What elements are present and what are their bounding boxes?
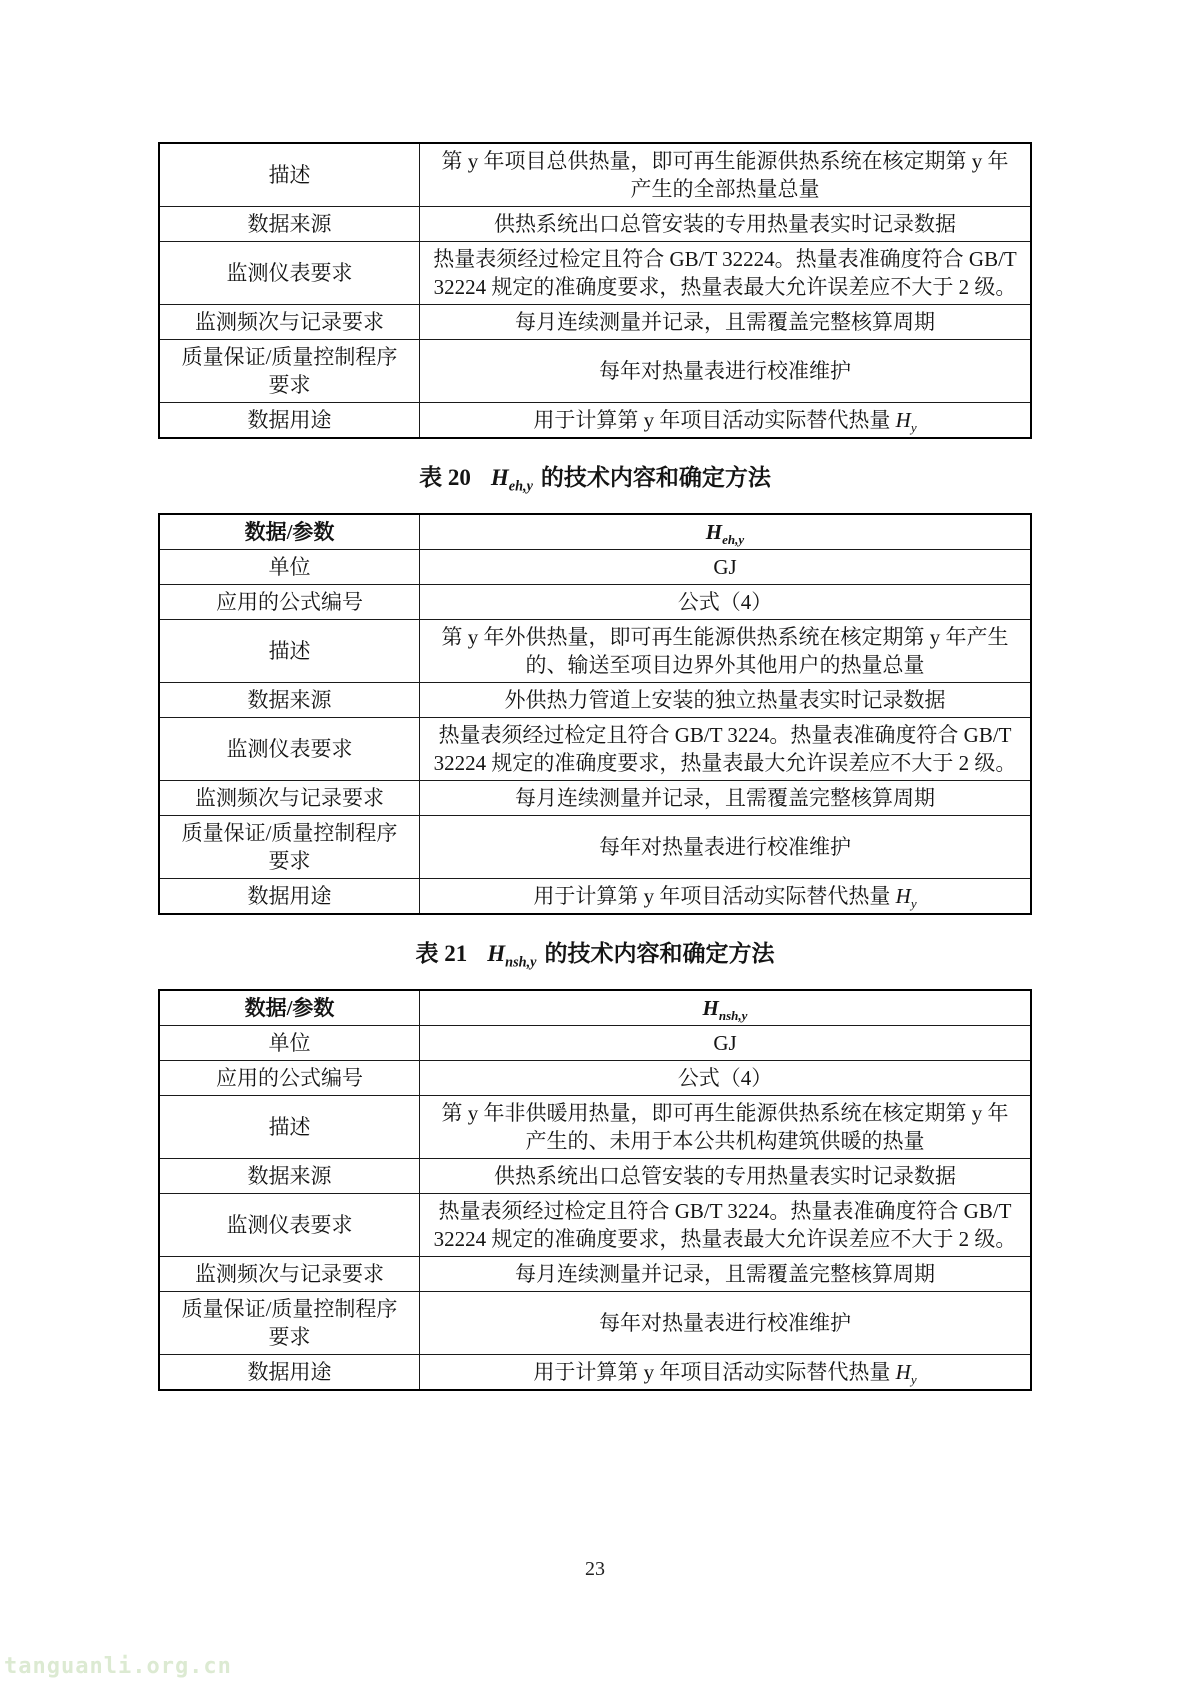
table-row bbox=[159, 1159, 1031, 1194]
table-row bbox=[159, 816, 1031, 879]
table-row bbox=[159, 718, 1031, 781]
table21-caption-number: 表 21 bbox=[415, 941, 468, 966]
row-label-cell: 应用的公式编号 bbox=[159, 585, 420, 620]
row-label-cell: 数据来源 bbox=[159, 207, 420, 242]
table20-caption-text: 的技术内容和确定方法 bbox=[540, 465, 771, 490]
row-label-cell: 质量保证/质量控制程序要求 bbox=[159, 816, 420, 879]
row-label-cell: 描述 bbox=[159, 620, 420, 683]
row-value-cell bbox=[420, 990, 1032, 1026]
table20-caption-number: 表 20 bbox=[419, 465, 471, 490]
table-row bbox=[159, 143, 1031, 207]
row-label-cell: 监测频次与记录要求 bbox=[159, 1257, 420, 1292]
row-value-cell: 供热系统出口总管安装的专用热量表实时记录数据 bbox=[420, 207, 1032, 242]
row-label-cell: 单位 bbox=[159, 550, 420, 585]
row-value-cell: 用于计算第 y 年项目活动实际替代热量 $H_y$ bbox=[420, 1355, 1032, 1391]
table-hy-continued bbox=[158, 142, 1032, 439]
row-value-cell: 用于计算第 y 年项目活动实际替代热量 $H_y$ bbox=[420, 879, 1032, 915]
row-value-cell bbox=[420, 514, 1032, 550]
row-label-cell: 质量保证/质量控制程序要求 bbox=[159, 340, 420, 403]
row-label-cell: 质量保证/质量控制程序要求 bbox=[159, 1292, 420, 1355]
row-label-cell: 数据来源 bbox=[159, 683, 420, 718]
row-value-cell: 供热系统出口总管安装的专用热量表实时记录数据 bbox=[420, 1159, 1032, 1194]
row-value-cell: 每月连续测量并记录，且需覆盖完整核算周期 bbox=[420, 781, 1032, 816]
row-label-cell: 应用的公式编号 bbox=[159, 1061, 420, 1096]
table-21-hnsh-y bbox=[158, 989, 1032, 1391]
row-value-cell: 每月连续测量并记录，且需覆盖完整核算周期 bbox=[420, 305, 1032, 340]
row-label-cell: 监测频次与记录要求 bbox=[159, 305, 420, 340]
row-label-cell: 描述 bbox=[159, 143, 420, 207]
table-20-heh-y bbox=[158, 513, 1032, 915]
row-label-cell: 监测仪表要求 bbox=[159, 242, 420, 305]
parameter-symbol: $H_{nsh,y}$ bbox=[702, 996, 748, 1024]
row-label-cell: 单位 bbox=[159, 1026, 420, 1061]
row-label-cell: 数据/参数 bbox=[159, 990, 420, 1026]
table21-caption bbox=[158, 939, 1032, 969]
table-row bbox=[159, 1061, 1031, 1096]
row-value-cell: 第 y 年外供热量，即可再生能源供热系统在核定期第 y 年产生的、输送至项目边界外其他用户的热量总量 bbox=[420, 620, 1032, 683]
table-row bbox=[159, 1096, 1031, 1159]
parameter-symbol: $H_y$ bbox=[895, 884, 917, 912]
table-row bbox=[159, 683, 1031, 718]
row-value-cell: 每年对热量表进行校准维护 bbox=[420, 1292, 1032, 1355]
row-value-cell: 外供热力管道上安装的独立热量表实时记录数据 bbox=[420, 683, 1032, 718]
row-label-cell: 数据用途 bbox=[159, 1355, 420, 1391]
row-value-cell: 公式（4） bbox=[420, 585, 1032, 620]
row-label-cell: 监测频次与记录要求 bbox=[159, 781, 420, 816]
table-row bbox=[159, 1257, 1031, 1292]
parameter-symbol: $H_y$ bbox=[895, 408, 917, 436]
table-row bbox=[159, 1292, 1031, 1355]
row-value-cell: 第 y 年非供暖用热量，即可再生能源供热系统在核定期第 y 年产生的、未用于本公共机构建筑供暖的热量 bbox=[420, 1096, 1032, 1159]
row-label-cell: 数据用途 bbox=[159, 403, 420, 439]
row-value-cell: 每年对热量表进行校准维护 bbox=[420, 816, 1032, 879]
table-row bbox=[159, 340, 1031, 403]
table-row bbox=[159, 550, 1031, 585]
table20-caption bbox=[158, 463, 1032, 493]
table21-caption-symbol: $H_{nsh,y}$ bbox=[487, 941, 537, 971]
row-value-cell: GJ bbox=[420, 1026, 1032, 1061]
page-content bbox=[158, 142, 1032, 1391]
row-label-cell: 数据/参数 bbox=[159, 514, 420, 550]
table20-caption-symbol: $H_{eh,y}$ bbox=[490, 465, 533, 495]
row-value-cell: 热量表须经过检定且符合 GB/T 3224。热量表准确度符合 GB/T 32224 规定的准确度要求，热量表最大允许误差应不大于 2 级。 bbox=[420, 718, 1032, 781]
row-value-cell: GJ bbox=[420, 550, 1032, 585]
watermark-text: tanguanli.org.cn bbox=[4, 1654, 232, 1679]
table-row bbox=[159, 1026, 1031, 1061]
table-row bbox=[159, 1355, 1031, 1391]
page-number: 23 bbox=[585, 1558, 605, 1580]
table-header-row bbox=[159, 514, 1031, 550]
table-row bbox=[159, 781, 1031, 816]
row-label-cell: 监测仪表要求 bbox=[159, 718, 420, 781]
parameter-symbol: $H_{eh,y}$ bbox=[705, 520, 745, 548]
row-label-cell: 描述 bbox=[159, 1096, 420, 1159]
row-value-cell: 热量表须经过检定且符合 GB/T 32224。热量表准确度符合 GB/T 32224 规定的准确度要求，热量表最大允许误差应不大于 2 级。 bbox=[420, 242, 1032, 305]
table-row bbox=[159, 207, 1031, 242]
table-row bbox=[159, 585, 1031, 620]
row-value-cell: 公式（4） bbox=[420, 1061, 1032, 1096]
row-value-cell: 每月连续测量并记录，且需覆盖完整核算周期 bbox=[420, 1257, 1032, 1292]
table-header-row bbox=[159, 990, 1031, 1026]
row-value-cell: 热量表须经过检定且符合 GB/T 3224。热量表准确度符合 GB/T 32224 规定的准确度要求，热量表最大允许误差应不大于 2 级。 bbox=[420, 1194, 1032, 1257]
parameter-symbol: $H_y$ bbox=[895, 1360, 917, 1388]
row-value-cell: 每年对热量表进行校准维护 bbox=[420, 340, 1032, 403]
row-label-cell: 数据用途 bbox=[159, 879, 420, 915]
table-row bbox=[159, 1194, 1031, 1257]
table-row bbox=[159, 879, 1031, 915]
table-row bbox=[159, 620, 1031, 683]
row-label-cell: 数据来源 bbox=[159, 1159, 420, 1194]
row-label-cell: 监测仪表要求 bbox=[159, 1194, 420, 1257]
table-row bbox=[159, 305, 1031, 340]
table-row bbox=[159, 403, 1031, 439]
row-value-cell: 用于计算第 y 年项目活动实际替代热量 $H_y$ bbox=[420, 403, 1032, 439]
row-value-cell: 第 y 年项目总供热量，即可再生能源供热系统在核定期第 y 年产生的全部热量总量 bbox=[420, 143, 1032, 207]
table-row bbox=[159, 242, 1031, 305]
table21-caption-text: 的技术内容和确定方法 bbox=[544, 941, 775, 966]
